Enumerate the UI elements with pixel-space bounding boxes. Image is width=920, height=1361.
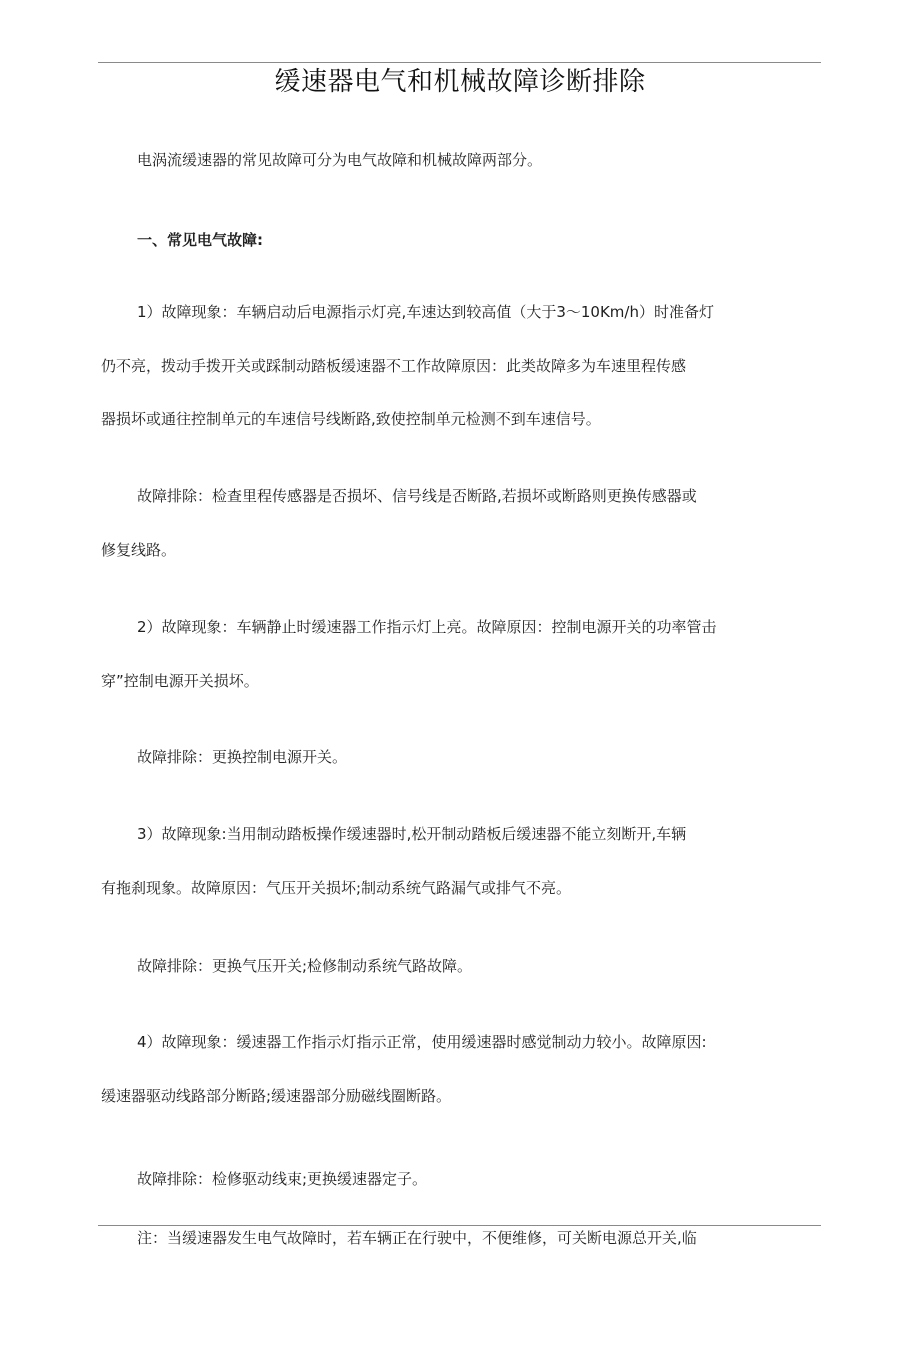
item4-line1: 4）故障现象：缓速器工作指示灯指示正常，使用缓速器时感觉制动力较小。故障原因: — [137, 1033, 707, 1051]
item1-line1: 1）故障现象：车辆启动后电源指示灯亮,车速达到较高值（大于3～10Km/h）时准备灯 — [137, 303, 714, 321]
item1-line2: 仍不亮，拨动手拨开关或踩制动踏板缓速器不工作故障原因：此类故障多为车速里程传感 — [101, 357, 687, 375]
intro-paragraph: 电涡流缓速器的常见故障可分为电气故障和机械故障两部分。 — [137, 151, 543, 169]
fix4-line: 故障排除：检修驱动线束;更换缓速器定子。 — [137, 1170, 428, 1188]
item2-line1: 2）故障现象：车辆静止时缓速器工作指示灯上亮。故障原因：控制电源开关的功率管击 — [137, 618, 717, 636]
fix3-line: 故障排除：更换气压开关;检修制动系统气路故障。 — [137, 957, 473, 975]
fix2-line: 故障排除：更换控制电源开关。 — [137, 748, 348, 766]
item4-line2: 缓速器驱动线路部分断路;缓速器部分励磁线圈断路。 — [101, 1087, 452, 1105]
page-title: 缓速器电气和机械故障诊断排除 — [274, 67, 646, 97]
fix1-line2: 修复线路。 — [101, 541, 177, 559]
section-heading: 一、常见电气故障: — [137, 231, 263, 249]
item3-line1: 3）故障现象:当用制动踏板操作缓速器时,松开制动踏板后缓速器不能立刻断开,车辆 — [137, 825, 687, 843]
item3-line2: 有拖刹现象。故障原因：气压开关损坏;制动系统气路漏气或排气不亮。 — [101, 879, 572, 897]
item1-line3: 器损坏或通往控制单元的车速信号线断路,致使控制单元检测不到车速信号。 — [101, 410, 601, 428]
bottom-rule — [98, 1225, 821, 1226]
item2-line2: 穿”控制电源开关损坏。 — [101, 672, 259, 690]
fix1-line1: 故障排除：检查里程传感器是否损坏、信号线是否断路,若损坏或断路则更换传感器或 — [137, 487, 697, 505]
note-line: 注：当缓速器发生电气故障时，若车辆正在行驶中，不便维修，可关断电源总开关,临 — [137, 1229, 697, 1247]
